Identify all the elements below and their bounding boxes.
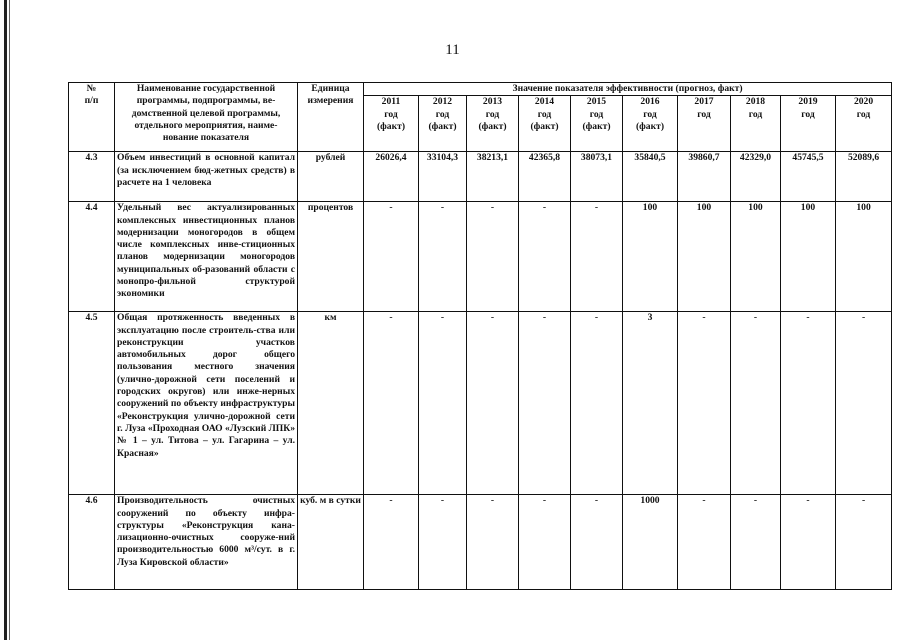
table-row bbox=[69, 202, 892, 312]
header-year-line: (факт) bbox=[530, 120, 559, 132]
row-number: 4.5 bbox=[69, 312, 115, 495]
header-year-line: (факт) bbox=[635, 120, 665, 132]
value-cell: - bbox=[419, 312, 467, 495]
header-year-2015 bbox=[571, 96, 623, 152]
header-year-line: год bbox=[801, 108, 815, 120]
header-year-line: 2016 bbox=[640, 96, 660, 108]
table-row bbox=[69, 495, 892, 590]
indicator-name: Удельный вес актуализированных комплексных инвестиционных планов модернизации моногородов в общем числе комплексных инве-стиционных планов модернизации моногородов муниципальных об-разований области с монопро-фильной структурой экономики bbox=[115, 202, 298, 312]
value-cell: - bbox=[419, 202, 467, 312]
row-number: 4.4 bbox=[69, 202, 115, 312]
header-year-line: 2013 bbox=[482, 96, 503, 108]
row-number: 4.6 bbox=[69, 495, 115, 590]
unit-cell: рублей bbox=[298, 152, 364, 202]
header-year-line: год bbox=[643, 108, 657, 120]
header-year-2018 bbox=[731, 96, 781, 152]
value-cell: - bbox=[571, 202, 623, 312]
value-cell: - bbox=[781, 495, 836, 590]
page-binding-line bbox=[9, 0, 10, 640]
value-cell: - bbox=[467, 312, 519, 495]
header-year-2020 bbox=[836, 96, 892, 152]
header-year-line: год bbox=[856, 108, 871, 120]
table-row bbox=[69, 312, 892, 495]
value-cell: - bbox=[836, 495, 892, 590]
value-cell: - bbox=[467, 202, 519, 312]
header-name: Наименование государственной программы, подпрограммы, ве-домственной целевой программы, отдельного мероприятия, наиме-нование показателя bbox=[115, 83, 298, 152]
header-values: Значение показателя эффективности (прогноз, факт) bbox=[364, 83, 892, 96]
value-cell: 100 bbox=[678, 202, 731, 312]
header-year-line: 2015 bbox=[586, 96, 607, 108]
value-cell: - bbox=[519, 202, 571, 312]
value-cell: - bbox=[364, 312, 419, 495]
header-year-line: 2014 bbox=[534, 96, 555, 108]
header-year-2012 bbox=[419, 96, 467, 152]
value-cell: - bbox=[571, 495, 623, 590]
value-cell: - bbox=[731, 495, 781, 590]
header-year-line: 2019 bbox=[798, 96, 818, 108]
header-year-2013 bbox=[467, 96, 519, 152]
indicator-name: Объем инвестиций в основной капитал (за исключением бюд-жетных средств) в расчете на 1 человека bbox=[115, 152, 298, 202]
header-year-line: (факт) bbox=[582, 120, 611, 132]
header-unit: Единица измерения bbox=[298, 83, 364, 152]
value-cell: - bbox=[781, 312, 836, 495]
value-cell: - bbox=[364, 495, 419, 590]
header-year-line: (факт) bbox=[478, 120, 507, 132]
header-year-line: год bbox=[384, 108, 398, 120]
value-cell: 42365,8 bbox=[519, 152, 571, 202]
value-cell: - bbox=[678, 312, 731, 495]
header-year-line: год bbox=[589, 108, 604, 120]
value-cell: 39860,7 bbox=[678, 152, 731, 202]
indicator-name: Производительность очистных сооружений по объекту инфра-структуры «Реконструкция кана-лизационно-очистных сооруже-ний производительностью 6000 м³/сут. в г. Луза Кировской области» bbox=[115, 495, 298, 590]
unit-cell: км bbox=[298, 312, 364, 495]
header-year-line: (факт) bbox=[428, 120, 457, 132]
value-cell: 100 bbox=[836, 202, 892, 312]
header-num: № п/п bbox=[69, 83, 115, 152]
value-cell: - bbox=[571, 312, 623, 495]
value-cell: 1000 bbox=[623, 495, 678, 590]
value-cell: 45745,5 bbox=[781, 152, 836, 202]
value-cell: 38213,1 bbox=[467, 152, 519, 202]
value-cell: 33104,3 bbox=[419, 152, 467, 202]
unit-cell: куб. м в сутки bbox=[298, 495, 364, 590]
header-year-2016 bbox=[623, 96, 678, 152]
page-number: 11 bbox=[445, 42, 460, 58]
value-cell: - bbox=[731, 312, 781, 495]
header-year-2011 bbox=[364, 96, 419, 152]
value-cell: - bbox=[519, 495, 571, 590]
row-number: 4.3 bbox=[69, 152, 115, 202]
value-cell: 26026,4 bbox=[364, 152, 419, 202]
header-year-line: год bbox=[537, 108, 552, 120]
header-year-line: 2020 bbox=[853, 96, 874, 108]
indicator-table bbox=[68, 82, 892, 590]
header-year-line: (факт) bbox=[376, 120, 406, 132]
header-year-line: 2018 bbox=[745, 96, 766, 108]
page-binding-edge bbox=[4, 0, 7, 640]
value-cell: 100 bbox=[731, 202, 781, 312]
value-cell: - bbox=[519, 312, 571, 495]
header-year-line: год bbox=[748, 108, 763, 120]
value-cell: 42329,0 bbox=[731, 152, 781, 202]
header-year-line: год bbox=[485, 108, 500, 120]
header-year-2019 bbox=[781, 96, 836, 152]
header-year-line: год bbox=[697, 108, 711, 120]
value-cell: - bbox=[467, 495, 519, 590]
header-year-line: 2017 bbox=[694, 96, 714, 108]
value-cell: 35840,5 bbox=[623, 152, 678, 202]
unit-cell: процентов bbox=[298, 202, 364, 312]
value-cell: - bbox=[836, 312, 892, 495]
value-cell: 100 bbox=[623, 202, 678, 312]
value-cell: 38073,1 bbox=[571, 152, 623, 202]
header-year-line: год bbox=[435, 108, 450, 120]
value-cell: - bbox=[364, 202, 419, 312]
header-year-line: 2011 bbox=[381, 96, 401, 108]
value-cell: 3 bbox=[623, 312, 678, 495]
value-cell: 100 bbox=[781, 202, 836, 312]
header-year-line: 2012 bbox=[432, 96, 453, 108]
header-year-2017 bbox=[678, 96, 731, 152]
header-year-2014 bbox=[519, 96, 571, 152]
value-cell: - bbox=[419, 495, 467, 590]
value-cell: 52089,6 bbox=[836, 152, 892, 202]
value-cell: - bbox=[678, 495, 731, 590]
indicator-name: Общая протяженность введенных в эксплуатацию после строитель-ства или реконструкции участков автомобильных дорог общего пользования местного значения (улично-дорожной сети поселений и городских округов) или инже-нерных сооружений по объекту инфраструктуры «Реконструкция улично-дорожной сети г. Луза «Проходная ОАО «Лузский ЛПК» № 1 – ул. Титова – ул. Гагарина – ул. Красная» bbox=[115, 312, 298, 495]
table-row bbox=[69, 152, 892, 202]
